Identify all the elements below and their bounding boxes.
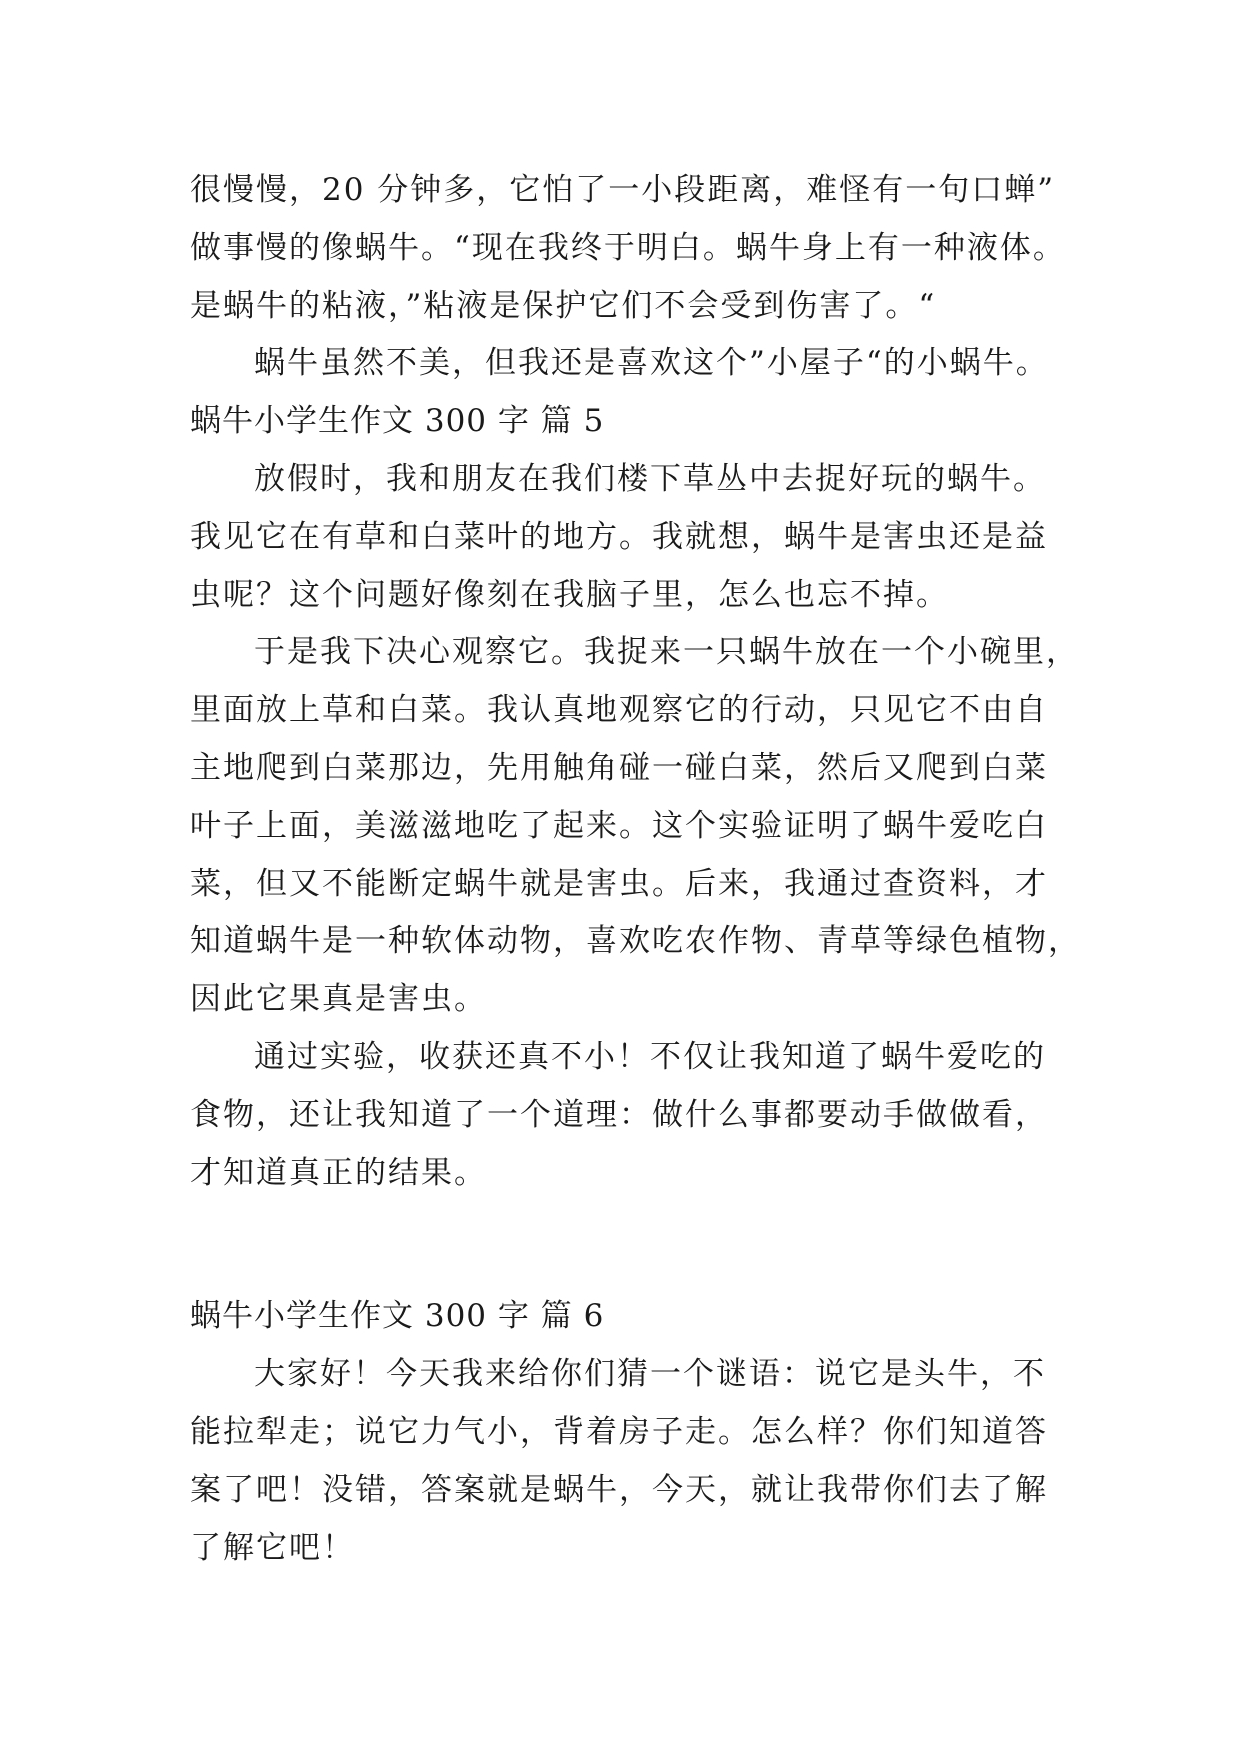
paragraph-line: 能拉犁走；说它力气小，背着房子走。怎么样？你们知道答 — [190, 1413, 1048, 1450]
paragraph-line: 案了吧！没错，答案就是蜗牛，今天，就让我带你们去了解 — [190, 1471, 1048, 1508]
paragraph-line: 主地爬到白菜那边，先用触角碰一碰白菜，然后又爬到白菜 — [190, 749, 1048, 786]
paragraph-line: 蜗牛虽然不美，但我还是喜欢这个”小屋子“的小蜗牛。 — [254, 345, 1049, 382]
paragraph-line: 是蜗牛的粘液，”粘液是保护它们不会受到伤害了。“ — [190, 287, 937, 324]
document-page — [190, 162, 1081, 1577]
paragraph-line: 菜，但又不能断定蜗牛就是害虫。后来，我通过查资料，才 — [190, 865, 1048, 902]
paragraph-line: 里面放上草和白菜。我认真地观察它的行动，只见它不由自 — [190, 692, 1048, 729]
paragraph-line: 大家好！今天我来给你们猜一个谜语：说它是头牛，不 — [254, 1356, 1046, 1393]
paragraph-line: 因此它果真是害虫。 — [190, 981, 487, 1018]
paragraph-line: 知道蜗牛是一种软体动物，喜欢吃农作物、青草等绿色植物， — [190, 923, 1081, 960]
paragraph-line: 放假时，我和朋友在我们楼下草丛中去捉好玩的蜗牛。 — [254, 460, 1046, 497]
paragraph-line: 做事慢的像蜗牛。“现在我终于明白。蜗牛身上有一种液体。 — [190, 229, 1066, 266]
paragraph-line: 虫呢？这个问题好像刻在我脑子里，怎么也忘不掉。 — [190, 576, 949, 613]
paragraph-line: 叶子上面，美滋滋地吃了起来。这个实验证明了蜗牛爱吃白 — [190, 807, 1048, 844]
paragraph-line: 我见它在有草和白菜叶的地方。我就想，蜗牛是害虫还是益 — [190, 518, 1048, 555]
section-heading-6: 蜗牛小学生作文 300 字 篇 6 — [190, 1298, 605, 1335]
paragraph-line: 食物，还让我知道了一个道理：做什么事都要动手做做看， — [190, 1096, 1048, 1133]
section-gap — [190, 1202, 1070, 1288]
paragraph-line: 了解它吧！ — [190, 1529, 355, 1566]
paragraph-line: 于是我下决心观察它。我捉来一只蜗牛放在一个小碗里， — [254, 634, 1079, 671]
paragraph-line: 很慢慢，20 分钟多，它怕了一小段距离，难怪有一句口蝉” — [190, 172, 1056, 208]
paragraph-line: 通过实验，收获还真不小！不仅让我知道了蜗牛爱吃的 — [254, 1038, 1046, 1075]
section-heading-5: 蜗牛小学生作文 300 字 篇 5 — [190, 403, 605, 440]
paragraph-line: 才知道真正的结果。 — [190, 1154, 487, 1191]
